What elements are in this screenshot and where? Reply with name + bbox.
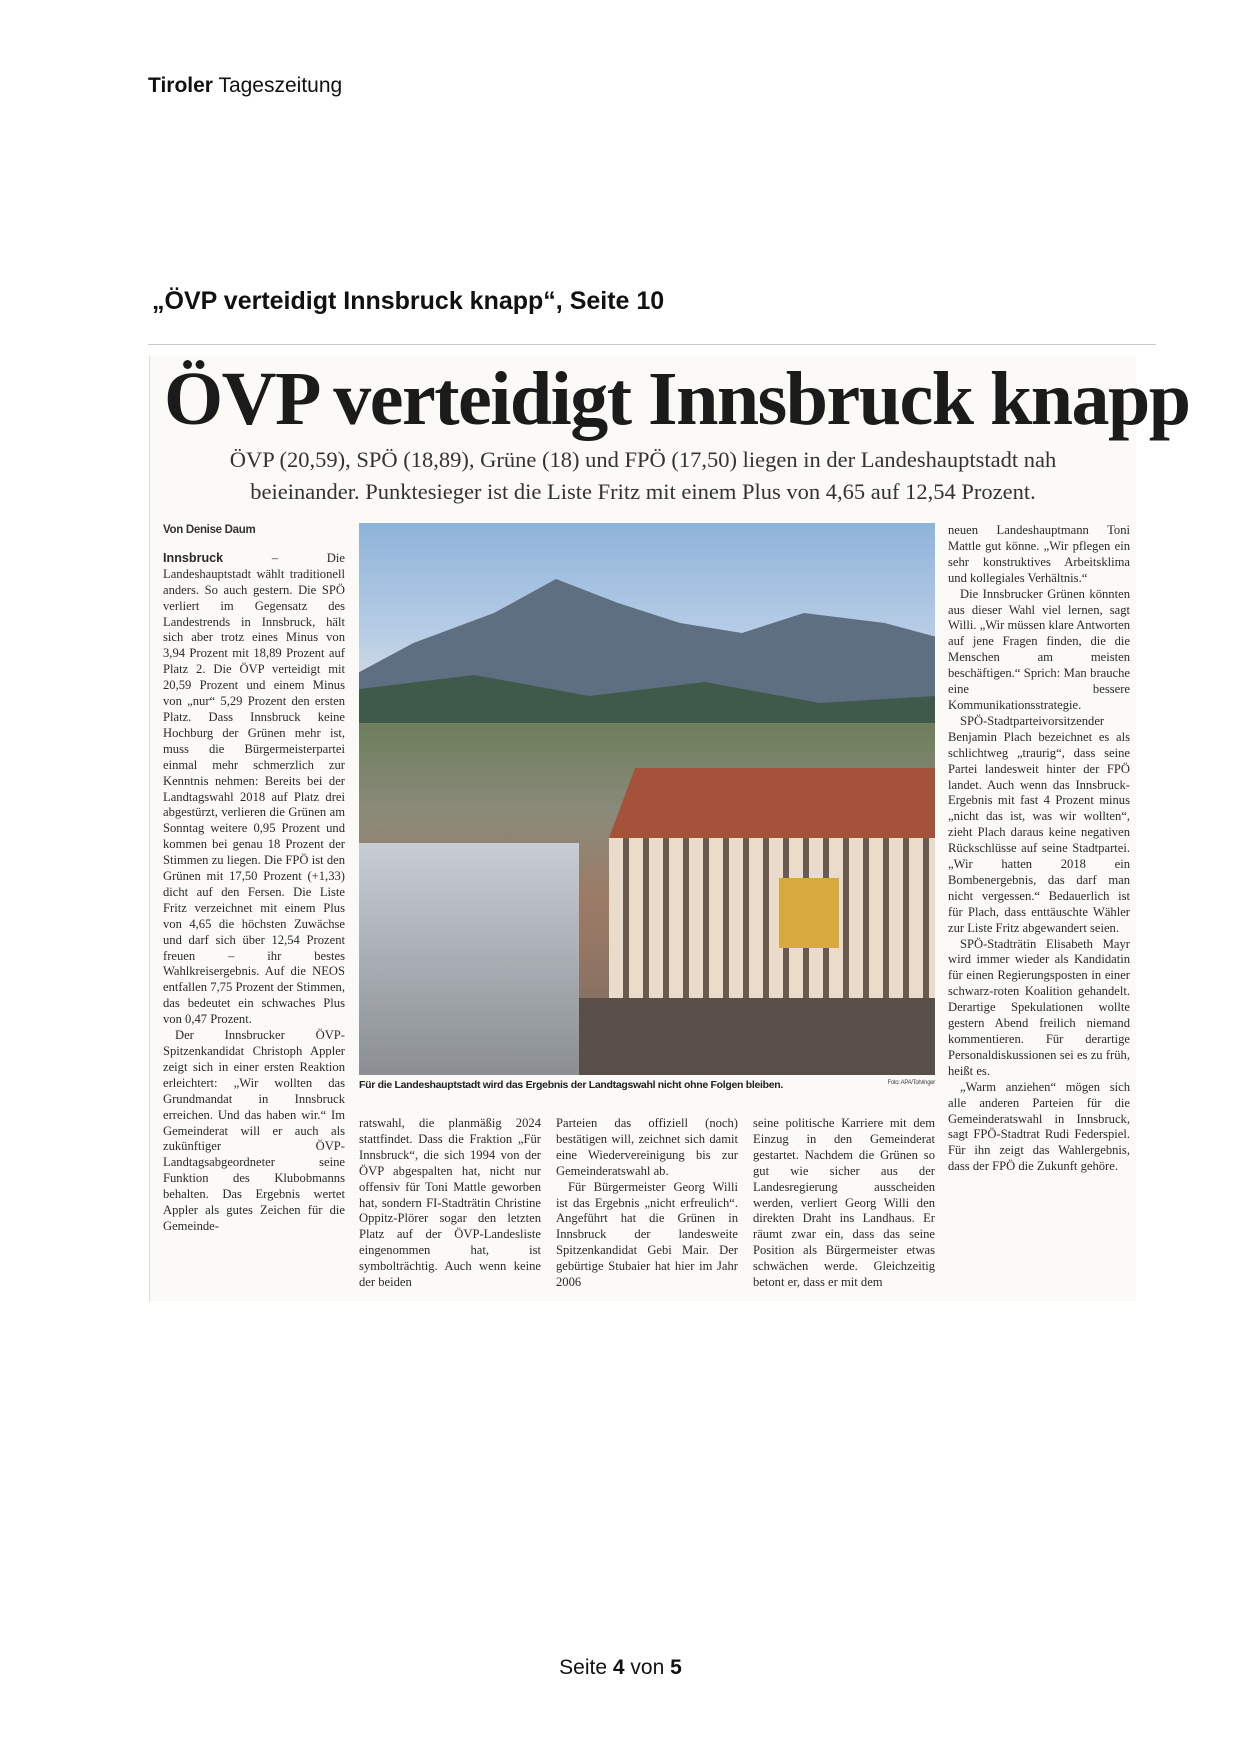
golden-roof [779,878,839,948]
headline: ÖVP verteidigt Innsbruck knapp [164,357,1190,441]
paragraph: Für Bürgermeister Georg Willi ist das Ergebnis „nicht erfreulich“. Angeführt hat die Grünen in Innsbruck der landesweite Spitzenkandidat Gebi Mair. Der gebürtige Stubaier hat hier im Jahr 2006 [556,1179,738,1290]
paragraph: Die Innsbrucker Grünen könnten aus dieser Wahl viel lernen, sagt Willi. „Wir müssen klare Antworten auf jene Fragen finden, die die Menschen am meisten beschäftigen.“ Sprich: Man brauche eine bessere Kommunikationsstrategie. [948,586,1130,712]
column-4 [753,1116,935,1291]
paragraph: neuen Landeshauptmann Toni Mattle gut könne. „Wir pflegen ein sehr konstruktives Arbeitsklima und kollegiales Verhältnis.“ [948,523,1130,585]
photo-caption [359,1079,935,1091]
page-of: von [630,1656,665,1679]
dateline: Innsbruck [163,550,224,565]
subheadline-line: beieinander. Punktesieger ist die Liste Fritz mit einem Plus von 4,65 auf 12,54 Prozent. [250,479,1036,504]
column-5 [948,523,1130,1175]
column-1 [163,523,345,1235]
caption-text: Für die Landeshauptstadt wird das Ergebnis der Landtagswahl nicht ohne Folgen bleiben. [359,1079,783,1091]
column-2 [359,1116,541,1291]
publication-name [148,74,342,98]
photo-credit: Foto: APA/Tohringer [887,1080,935,1086]
building [359,843,579,1075]
brand-rest: Tageszeitung [218,74,343,97]
paragraph [163,551,345,1028]
roof [609,768,935,838]
newspaper-clipping [149,356,1190,1301]
article-reference: „ÖVP verteidigt Innsbruck knapp“, Seite 10 [152,287,665,315]
paragraph: SPÖ-Stadtparteivorsitzender Benjamin Plach bezeichnet es als schlichtweg „traurig“, dass seine Partei landesweit hinter der FPÖ landet. Auch wenn das Innsbruck-Ergebnis mit fast 4 Prozent minus „nicht das ist, was wir wollten“, zieht Plach daraus keine negativen Rückschlüsse auf seine Stadtpartei. „Wir hatten 2018 ein Bombenergebnis, das darf man nicht vergessen.“ Bedauerlich ist für Plach, dass enttäuschte Wähler zur Liste Fritz abgewandert seien. [948,713,1130,935]
paragraph: „Warm anziehen“ mögen sich alle anderen Parteien für die Gemeinderatswahl in Innsbruck, sagt FPÖ-Stadtrat Rudi Federspiel. Für ihn zeigt das Wahlergebnis, dass der FPÖ die Zukunft gehöre. [948,1079,1130,1174]
paragraph: Parteien das offiziell (noch) bestätigen will, zeichnet sich damit eine Wiedervereinigung bis zur Gemeinderatswahl ab. [556,1116,738,1178]
current-page: 4 [612,1656,625,1679]
photo-innsbruck [359,523,935,1075]
page-prefix: Seite [559,1656,608,1679]
paragraph-text: – Die Landeshauptstadt wählt traditionell anders. So auch gestern. Die SPÖ verliert im Gegensatz des Landestrends in Innsbruck, hält sich aber trotz eines Minus von 3,94 Prozent mit 18,89 Prozent auf Platz 2. Die ÖVP verteidigt mit 20,59 Prozent und einem Minus von „nur“ 5,29 Prozent den ersten Platz. Dass Innsbruck keine Hochburg der Grünen mehr ist, muss die Bürgermeisterpartei einmal mehr schmerzlich zur Kenntnis nehmen: Bereits bei der Landtagswahl 2018 auf Platz drei abgestürzt, verlieren die Grünen am Sonntag weitere 0,95 Prozent und kommen bei genau 18 Prozent der Stimmen zu liegen. Die FPÖ ist den Grünen mit 17,50 Prozent (+1,33) dicht auf den Fersen. Die Liste Fritz verzeichnet mit einem Plus von 4,65 die höchsten Zuwächse und darf sich über 12,54 Prozent freuen – ihr bestes Wahlkreisergebnis. Auf die NEOS entfallen 7,75 Prozent der Stimmen, das bedeutet ein schwaches Plus von 0,47 Prozent. [163,550,345,1027]
subheadline-line: ÖVP (20,59), SPÖ (18,89), Grüne (18) und FPÖ (17,50) liegen in der Landeshauptstadt nah [229,447,1057,472]
paragraph: SPÖ-Stadträtin Elisabeth Mayr wird immer wieder als Kandidatin für einen Regierungsposten in einer schwarz-roten Koalition gehandelt. Derartige Spekulationen wollte gestern Abend freilich niemand kommentieren. Für derartige Personaldiskussionen sei es zu früh, heißt es. [948,936,1130,1078]
paragraph: ratswahl, die planmäßig 2024 stattfindet. Dass die Fraktion „Für Innsbruck“, die sich 1994 von der ÖVP abgespalten hat, nicht nur offensiv für Toni Mattle geworben hat, sondern FI-Stadträtin Christine Oppitz-Plörer sogar den letzten Platz auf der ÖVP-Landesliste eingenommen hat, ist symbolträchtig. Auch wenn keine der beiden [359,1116,541,1290]
subheadline [150,444,1136,508]
byline: Von Denise Daum [163,524,256,536]
column-3 [556,1116,738,1291]
facade [609,838,935,998]
page-number [0,1656,1241,1680]
plaza [579,998,935,1075]
paragraph: seine politische Karriere mit dem Einzug in den Gemeinderat gestartet. Nachdem die Grünen so gut wie sicher aus der Landesregierung ausscheiden werden, verliert Georg Willi den direkten Draht ins Landhaus. Er räumt zwar ein, dass das seine Position als Bürgermeister etwas schwächen werde. Gleichzeitig betont er, dass er mit dem [753,1116,935,1290]
paragraph: Der Innsbrucker ÖVP-Spitzenkandidat Christoph Appler zeigt sich in einer ersten Reaktion erleichtert: „Wir wollten das Grundmandat in Innsbruck erreichen. Und das haben wir.“ Im Gemeinderat will er auch als zukünftiger ÖVP-Landtagsabgeordneter seine Funktion des Klubobmanns behalten. Das Ergebnis wertet Appler als gutes Zeichen für die Gemeinde- [163,1028,345,1233]
brand-bold: Tiroler [148,74,213,97]
divider [148,344,1156,345]
total-pages: 5 [670,1656,682,1679]
